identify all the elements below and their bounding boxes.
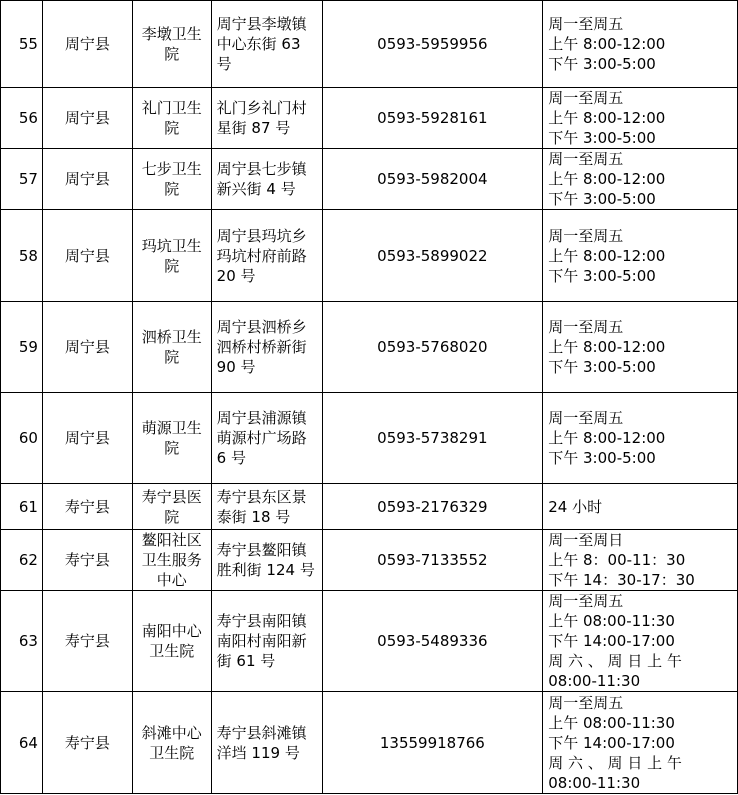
address-cell-line: 街 61 号 [216,652,276,670]
county-cell [42,393,132,484]
address-cell-line: 寿宁县鳌阳镇 [216,541,307,559]
address-cell [211,1,322,88]
table-row [1,149,738,210]
clinic-name-cell-line: 李墩卫生 [141,25,202,43]
row-number [1,591,43,692]
row-number-text: 58 [18,246,38,265]
address-cell-line: 周宁县泗桥乡 [216,318,307,336]
row-number-text: 63 [18,632,38,650]
clinic-name-cell-line: 卫生院 [149,642,195,660]
clinic-name-cell [132,210,211,302]
table-row [1,591,738,692]
phone-cell-text: 0593-5982004 [377,170,488,188]
hours-cell-line: 08:00-11:30 [548,773,641,792]
clinic-table-body [1,1,738,794]
hours-cell [543,393,738,484]
phone-cell-text: 0593-5768020 [377,338,488,356]
county-cell-text: 周宁县 [64,109,110,127]
row-number-text: 55 [18,35,38,53]
clinic-name-cell [132,530,211,591]
phone-cell-text: 0593-2176329 [377,497,488,516]
address-cell-line: 中心东街 63 [216,35,301,53]
clinic-name-cell-line: 院 [164,507,180,526]
hours-cell-line: 下午 3:00-5:00 [548,129,656,147]
row-number [1,692,43,794]
row-number-text: 56 [18,109,38,127]
hours-cell-line: 上午 8:00-12:00 [548,338,666,356]
county-cell-text: 周宁县 [64,338,110,356]
address-cell [211,149,322,210]
address-cell-line: 泗桥村桥新街 [216,338,307,356]
clinic-name-cell-line: 礼门卫生 [141,99,202,117]
county-cell-text: 周宁县 [64,246,110,265]
hours-cell-line: 08:00-11:30 [548,672,641,690]
address-cell-line: 礼门乡礼门村 [216,99,307,117]
hours-cell-line: 周一至周五 [548,592,624,610]
address-cell-line: 泰街 18 号 [216,507,291,526]
clinic-name-cell-line: 卫生服务 [141,551,202,569]
hours-cell-line: 周一至周五 [548,318,624,336]
hours-cell-line: 周一至周五 [548,409,624,427]
phone-cell [322,393,543,484]
clinic-name-cell-line: 斜滩中心 [141,723,202,742]
county-cell [42,530,132,591]
clinic-name-cell-line: 中心 [156,571,187,589]
county-cell-text: 寿宁县 [64,551,110,569]
hours-cell-line: 上午 8:00-12:00 [548,170,666,188]
phone-cell-text: 13559918766 [379,733,485,752]
address-cell-line: 周宁县玛坑乡 [216,226,307,245]
address-cell [211,88,322,149]
hours-cell [543,1,738,88]
hours-cell-line: 上午 8:00-12:00 [548,109,666,127]
county-cell-text: 寿宁县 [64,497,110,516]
table-row [1,1,738,88]
hours-cell-line: 上午 08:00-11:30 [548,612,675,630]
county-cell [42,1,132,88]
address-cell-line: 周宁县浦源镇 [216,409,307,427]
table-row [1,530,738,591]
row-number-text: 57 [18,170,38,188]
county-cell [42,302,132,393]
clinic-name-cell [132,302,211,393]
row-number [1,210,43,302]
table-row [1,88,738,149]
address-cell-line: 新兴街 4 号 [216,180,296,198]
hours-cell-line: 上午 08:00-11:30 [548,713,675,732]
hours-cell-line: 周一至周五 [548,15,624,33]
address-cell-line: 号 [216,55,232,73]
county-cell [42,210,132,302]
hours-cell-line: 上午 8:00-12:00 [548,246,666,265]
clinic-name-cell-line: 泗桥卫生 [141,328,202,346]
address-cell-line: 南阳村南阳新 [216,632,307,650]
clinic-name-cell-line: 院 [164,119,180,137]
address-cell [211,393,322,484]
row-number [1,530,43,591]
phone-cell [322,1,543,88]
row-number-text: 61 [18,497,38,516]
phone-cell [322,302,543,393]
hours-cell-line: 周一至周五 [548,89,624,107]
row-number [1,149,43,210]
address-cell-line: 6 号 [216,449,246,467]
address-cell [211,484,322,530]
hours-cell-line: 24 小时 [548,497,603,516]
county-cell [42,692,132,794]
address-cell [211,692,322,794]
hours-cell-line: 周一至周五 [548,226,624,245]
table-row [1,484,738,530]
hours-cell [543,692,738,794]
clinic-name-cell-line: 院 [164,45,180,63]
county-cell [42,591,132,692]
clinic-name-cell-line: 鳌阳社区 [141,531,202,549]
county-cell-text: 周宁县 [64,35,110,53]
hours-cell-line: 下午 3:00-5:00 [548,190,656,208]
row-number [1,302,43,393]
phone-cell [322,530,543,591]
phone-cell-text: 0593-5738291 [377,429,488,447]
clinic-name-cell [132,484,211,530]
clinic-name-cell-line: 院 [164,180,180,198]
hours-cell [543,88,738,149]
clinic-name-cell [132,692,211,794]
hours-cell-line: 下午 3:00-5:00 [548,449,656,467]
county-cell [42,88,132,149]
row-number [1,88,43,149]
table-row [1,302,738,393]
hours-cell-line: 下午 3:00-5:00 [548,358,656,376]
phone-cell [322,484,543,530]
row-number-text: 59 [18,338,38,356]
hours-cell-line: 下午 3:00-5:00 [548,55,656,73]
address-cell-line: 周宁县七步镇 [216,160,307,178]
hours-cell-line: 周一至周日 [548,531,624,549]
county-cell-text: 寿宁县 [64,632,110,650]
table-row [1,210,738,302]
clinic-name-cell-line: 玛坑卫生 [141,236,202,255]
county-cell [42,149,132,210]
county-cell-text: 寿宁县 [64,733,110,752]
clinic-name-cell [132,393,211,484]
hours-cell-line: 上午 8:00-12:00 [548,429,666,447]
row-number-text: 64 [18,733,38,752]
address-cell-line: 玛坑村府前路 [216,246,307,265]
address-cell-line: 寿宁县东区景 [216,487,307,506]
clinic-name-cell-line: 院 [164,439,180,457]
county-cell [42,484,132,530]
clinic-name-cell [132,149,211,210]
address-cell-line: 20 号 [216,266,256,285]
hours-cell-line: 下午 14:00-17:00 [548,733,675,752]
row-number-text: 62 [18,551,38,569]
hours-cell-line: 周一至周五 [548,150,624,168]
row-number [1,393,43,484]
address-cell-line: 周宁县李墩镇 [216,15,307,33]
address-cell-line: 星街 87 号 [216,119,291,137]
address-cell [211,210,322,302]
hours-cell-line: 上午 8：00-11：30 [548,551,686,569]
row-number [1,1,43,88]
clinic-name-cell-line: 寿宁县医 [141,487,202,506]
phone-cell-text: 0593-5959956 [377,35,488,53]
phone-cell [322,149,543,210]
table-row [1,692,738,794]
hours-cell [543,210,738,302]
hours-cell [543,302,738,393]
clinic-name-cell-line: 卫生院 [149,743,195,762]
hours-cell [543,484,738,530]
clinic-name-cell [132,1,211,88]
table-row [1,393,738,484]
hours-cell-line: 周一至周五 [548,693,624,712]
clinic-name-cell-line: 院 [164,348,180,366]
phone-cell-text: 0593-5928161 [377,109,488,127]
clinic-name-cell-line: 萌源卫生 [141,419,202,437]
hours-cell [543,530,738,591]
county-cell-text: 周宁县 [64,170,110,188]
clinic-name-cell [132,591,211,692]
phone-cell [322,591,543,692]
row-number [1,484,43,530]
address-cell [211,302,322,393]
hours-cell-line: 下午 3:00-5:00 [548,266,656,285]
clinic-name-cell-line: 院 [164,256,180,275]
phone-cell [322,88,543,149]
phone-cell-text: 0593-7133552 [377,551,488,569]
phone-cell [322,210,543,302]
address-cell-line: 90 号 [216,358,256,376]
hours-cell-line: 下午 14:00-17:00 [548,632,675,650]
hours-cell-line: 周 六 、 周 日 上 午 [548,753,682,772]
address-cell-line: 寿宁县南阳镇 [216,612,307,630]
address-cell [211,530,322,591]
address-cell-line: 胜利街 124 号 [216,561,315,579]
phone-cell-text: 0593-5899022 [377,246,488,265]
address-cell-line: 萌源村广场路 [216,429,307,447]
hours-cell [543,591,738,692]
hours-cell-line: 上午 8:00-12:00 [548,35,666,53]
clinic-name-cell-line: 南阳中心 [141,622,202,640]
row-number-text: 60 [18,429,38,447]
phone-cell-text: 0593-5489336 [377,632,488,650]
clinic-name-cell [132,88,211,149]
address-cell-line: 寿宁县斜滩镇 [216,723,307,742]
county-cell-text: 周宁县 [64,429,110,447]
address-cell-line: 洋垱 119 号 [216,743,300,762]
address-cell [211,591,322,692]
hours-cell-line: 周 六 、 周 日 上 午 [548,652,682,670]
phone-cell [322,692,543,794]
clinic-name-cell-line: 七步卫生 [141,160,202,178]
hours-cell-line: 下午 14：30-17：30 [548,571,695,589]
hours-cell [543,149,738,210]
